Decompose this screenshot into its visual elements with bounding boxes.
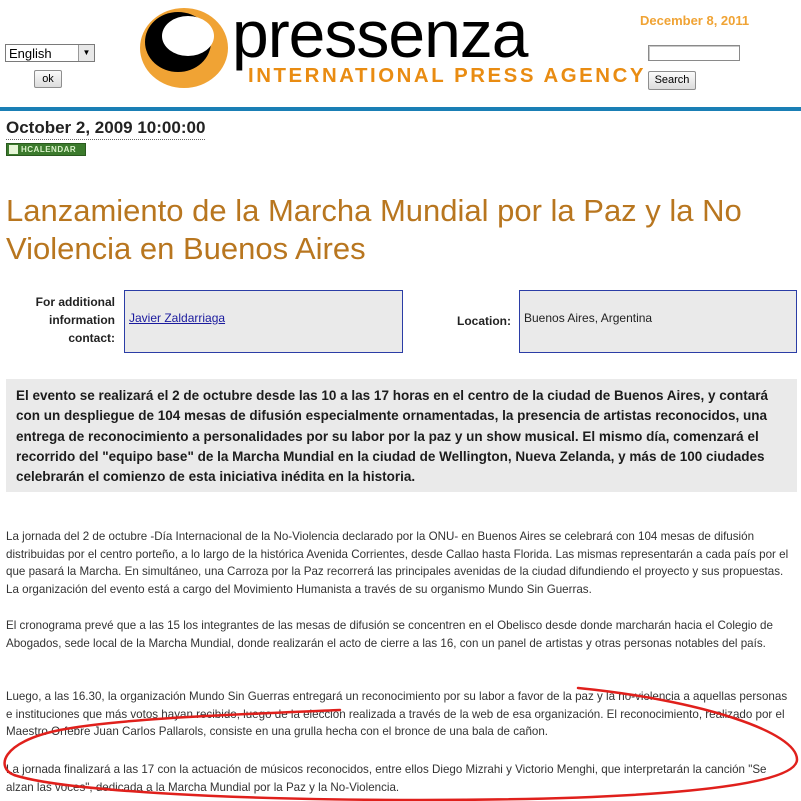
body-paragraph-3: Luego, a las 16.30, la organización Mundo Sin Guerras entregará un reconocimiento por su labor a favor de la paz y la no-violencia a aquellas personas e instituciones que más votos hayan recibido, luego de la elección realizada a través de la web de esa organización. El reconocimiento, realizado por el Maestro Orfebre Juan Carlos Pallarols, consiste en una grulla hecha con el bronce de una bala de cañon. <box>6 690 788 739</box>
location-value: Buenos Aires, Argentina <box>519 290 797 353</box>
page-title: Lanzamiento de la Marcha Mundial por la Paz y la No Violencia en Buenos Aires <box>6 193 742 266</box>
hcalendar-badge[interactable] <box>6 143 86 156</box>
body-paragraph-1: La jornada del 2 de octubre -Día Internacional de la No-Violencia declarado por la ONU- en Buenos Aires se celebrará con 104 mesas de difusión distribuidas por el centro porteño, a lo largo de la histórica Avenida Corrientes, desde Callao hasta Florida. Las mismas representarán a cada país por el que pasará la Marcha. En simultáneo, una Carroza por la Paz recorrerá las principales avenidas de la ciudad difundiendo el proyecto y sus propuestas. La organización del evento está a cargo del Movimiento Humanista a través de su organismo Mundo Sin Guerras. <box>6 530 789 596</box>
contact-link[interactable]: Javier Zaldarriaga <box>129 311 226 325</box>
body-paragraph-2: El cronograma prevé que a las 15 los integrantes de las mesas de difusión se concentren en el Obelisco desde donde marcharán hacia el Colegio de Abogados, sede local de la Marcha Mundial, donde realizarán el acto de cierre a las 16, con un panel de artistas y otras personas notables del país. <box>6 619 773 650</box>
logo-tagline: INTERNATIONAL PRESS AGENCY <box>248 65 647 87</box>
event-summary: El evento se realizará el 2 de octubre desde las 10 a las 17 horas en el centro de la ciudad de Buenos Aires, y contará con un despliegue de 104 mesas de difusión especialmente ornamentadas, la presencia de artistas reconocidos, una entrega de reconocimiento a personalidades por su labor por la paz y un show musical. El mismo día, comenzará el recorrido del "equipo base" de la Marcha Mundial en la ciudad de Wellington, Nueva Zelanda, y más de 100 ciudades celebrarán el comienzo de esta iniciativa inédita en la historia. <box>6 379 797 492</box>
logo-wordmark[interactable]: pressenza <box>232 0 528 71</box>
pressenza-logo-icon[interactable] <box>138 6 230 90</box>
chevron-down-icon[interactable]: ▼ <box>78 45 94 61</box>
red-annotation-ellipse <box>0 680 801 801</box>
location-label: Location: <box>457 314 511 328</box>
current-date: December 8, 2011 <box>640 13 750 28</box>
body-paragraph-4: La jornada finalizará a las 17 con la actuación de músicos reconocidos, entre ellos Diego Mizrahi y Victorio Menghi, que interpretarán la canción "Se alzan las voces", dedicada a la Marcha Mundial por la Paz y la No-Violencia. <box>6 763 767 794</box>
hcalendar-label: HCALENDAR <box>21 145 77 154</box>
language-select[interactable] <box>5 44 95 62</box>
search-button[interactable]: Search <box>648 71 696 90</box>
event-datetime: October 2, 2009 10:00:00 <box>6 118 205 140</box>
search-input[interactable] <box>648 45 740 61</box>
contact-label: For additional information contact: <box>35 295 115 345</box>
language-select-value: English <box>9 46 52 61</box>
calendar-icon <box>9 145 18 154</box>
header-divider <box>0 107 801 111</box>
contact-cell <box>124 290 403 353</box>
ok-button[interactable]: ok <box>34 70 62 88</box>
